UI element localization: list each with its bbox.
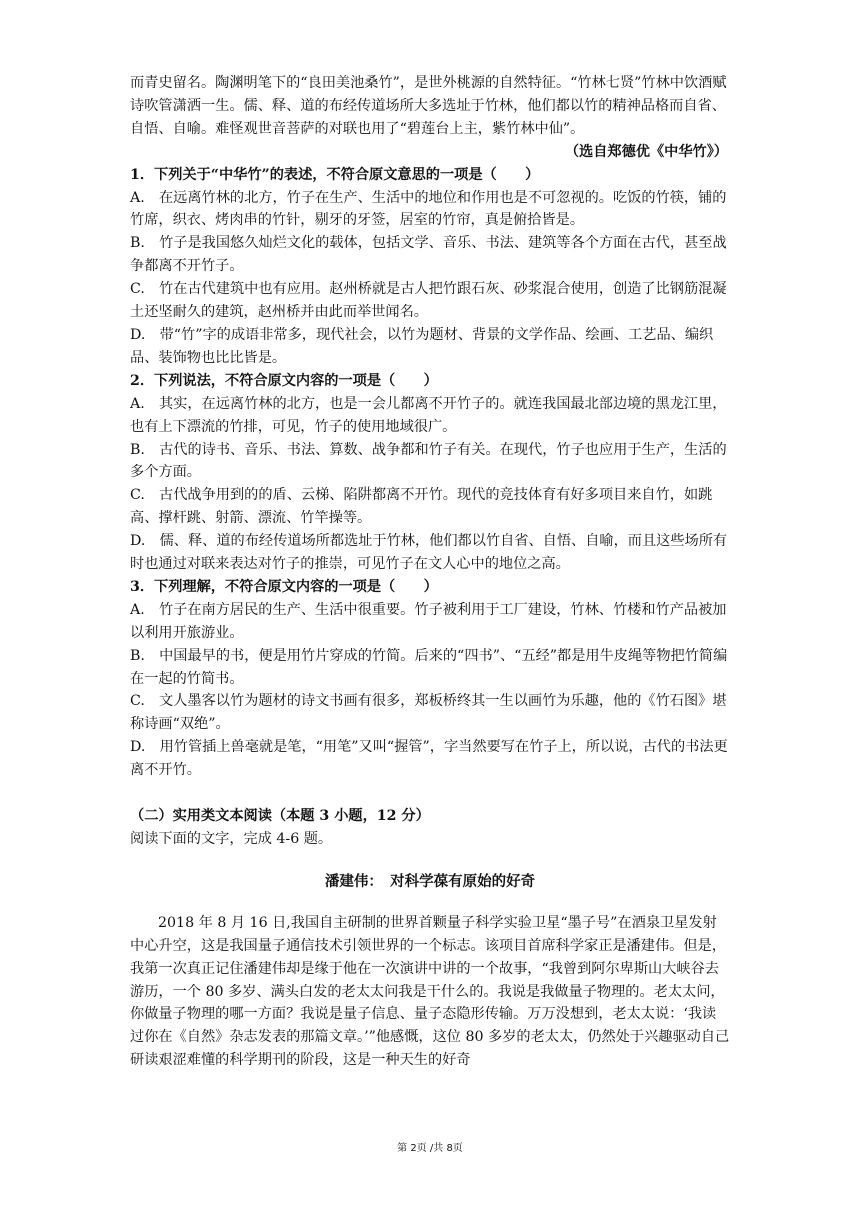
- page-footer: 第 2页 /共 8页: [397, 1143, 463, 1154]
- article-title: 潘建伟： 对科学葆有原始的好奇: [324, 873, 536, 890]
- option-b: B. 竹子是我国悠久灿烂文化的载体，包括文学、音乐、书法、建筑等各个方面在古代，甚至战争都离不开竹子。: [130, 235, 727, 275]
- option-c: C. 古代战争用到的的盾、云梯、陷阱都离不开竹。现代的竞技体育有好多项目来自竹，如跳高、撑杆跳、射箭、漂流、竹竿操等。: [130, 487, 713, 527]
- option-d: D. 用竹管插上兽毫就是笔，“用笔”又叫“握管”，字当然要写在竹子上，所以说，古代的书法更离不开竹。: [130, 739, 728, 779]
- option-d: D. 带“竹”字的成语非常多，现代社会，以竹为题材、背景的文学作品、绘画、工艺品、编织品、装饰物也比比皆是。: [130, 326, 714, 366]
- question-2: [130, 370, 730, 576]
- question-stem: 1．下列关于“中华竹”的表述，不符合原文意思的一项是（ ）: [130, 166, 540, 183]
- question-stem: 2．下列说法，不符合原文内容的一项是（ ）: [130, 372, 438, 389]
- option-d: D. 儒、释、道的布经传道场所都选址于竹林，他们都以竹自省、自悟、自喻，而且这些场所有时也通过对联来表达对竹子的推崇，可见竹子在文人心中的地位之高。: [130, 533, 728, 573]
- option-a: A. 其实，在远离竹林的北方，也是一会儿都离不开竹子的。就连我国最北部边境的黑龙江里，也有上下漂流的竹排，可见，竹子的使用地域很广。: [130, 395, 727, 435]
- spacer: [130, 782, 730, 805]
- question-3: [130, 576, 730, 782]
- section-title: （二）实用类文本阅读（本题 3 小题，12 分）: [130, 808, 430, 825]
- option-a: A. 竹子在南方居民的生产、生活中很重要。竹子被利用于工厂建设，竹林、竹楼和竹产品被加以利用开旅游业。: [130, 601, 727, 641]
- question-stem: 3．下列理解，不符合原文内容的一项是（ ）: [130, 578, 438, 595]
- option-c: C. 竹在古代建筑中也有应用。赵州桥就是古人把竹跟石灰、砂浆混合使用，创造了比钢筋混凝土还坚耐久的建筑，赵州桥并由此而举世闻名。: [130, 281, 727, 321]
- option-a: A. 在远离竹林的北方，竹子在生产、生活中的地位和作用也是不可忽视的。吃饭的竹筷，铺的竹席，织衣、烤肉串的竹针，剔牙的牙签，居室的竹帘，真是俯拾皆是。: [130, 189, 727, 229]
- option-b: B. 中国最早的书，便是用竹片穿成的竹简。后来的“四书”、“五经”都是用牛皮绳等物把竹简编在一起的竹简书。: [130, 647, 728, 687]
- section-instruction: 阅读下面的文字，完成 4-6 题。: [130, 831, 333, 847]
- option-c: C. 文人墨客以竹为题材的诗文书画有很多，郑板桥终其一生以画竹为乐趣，他的《竹石图》堪称诗画“双绝”。: [130, 693, 727, 733]
- source-citation: （选自郑德优《中华竹》）: [564, 143, 728, 160]
- article-paragraph: 2018 年 8 月 16 日,我国自主研制的世界首颗量子科学实验卫星“墨子号”在酒泉卫星发射中心升空，这是我国量子通信技术引领世界的一个标志。该项目首席科学家正是潘建伟。但是，我第一次真正记住潘建伟却是缘于他在一次演讲中讲的一个故事，“我曾到阿尔卑斯山大峡谷去游历，一个 80 多岁、满头白发的老太太问我是干什么的。我说是我做量子物理的。老太太问，你做量子物理的哪一方面？我说是量子信息、量子态隐形传输。万万没想到，老太太说：‘我读过你在《自然》杂志发表的那篇文章。’”他感慨，这位 80 多岁的老太太，仍然处于兴趣驱动自己研读艰涩难懂的科学期刊的阶段，这是一种天生的好奇: [130, 914, 730, 1069]
- intro-paragraph: 而青史留名。陶渊明笔下的“良田美池桑竹”，是世外桃源的自然特征。“竹林七贤”竹林中饮酒赋诗吹管潇洒一生。儒、释、道的布经传道场所大多选址于竹林，他们都以竹的精神品格而自省、自悟、自喻。难怪观世音菩萨的对联也用了“碧莲台上主，紫竹林中仙”。: [130, 75, 727, 137]
- question-1: [130, 164, 730, 370]
- page-content: [130, 72, 730, 1072]
- option-b: B. 古代的诗书、音乐、书法、算数、战争都和竹子有关。在现代，竹子也应用于生产，生活的多个方面。: [130, 441, 727, 481]
